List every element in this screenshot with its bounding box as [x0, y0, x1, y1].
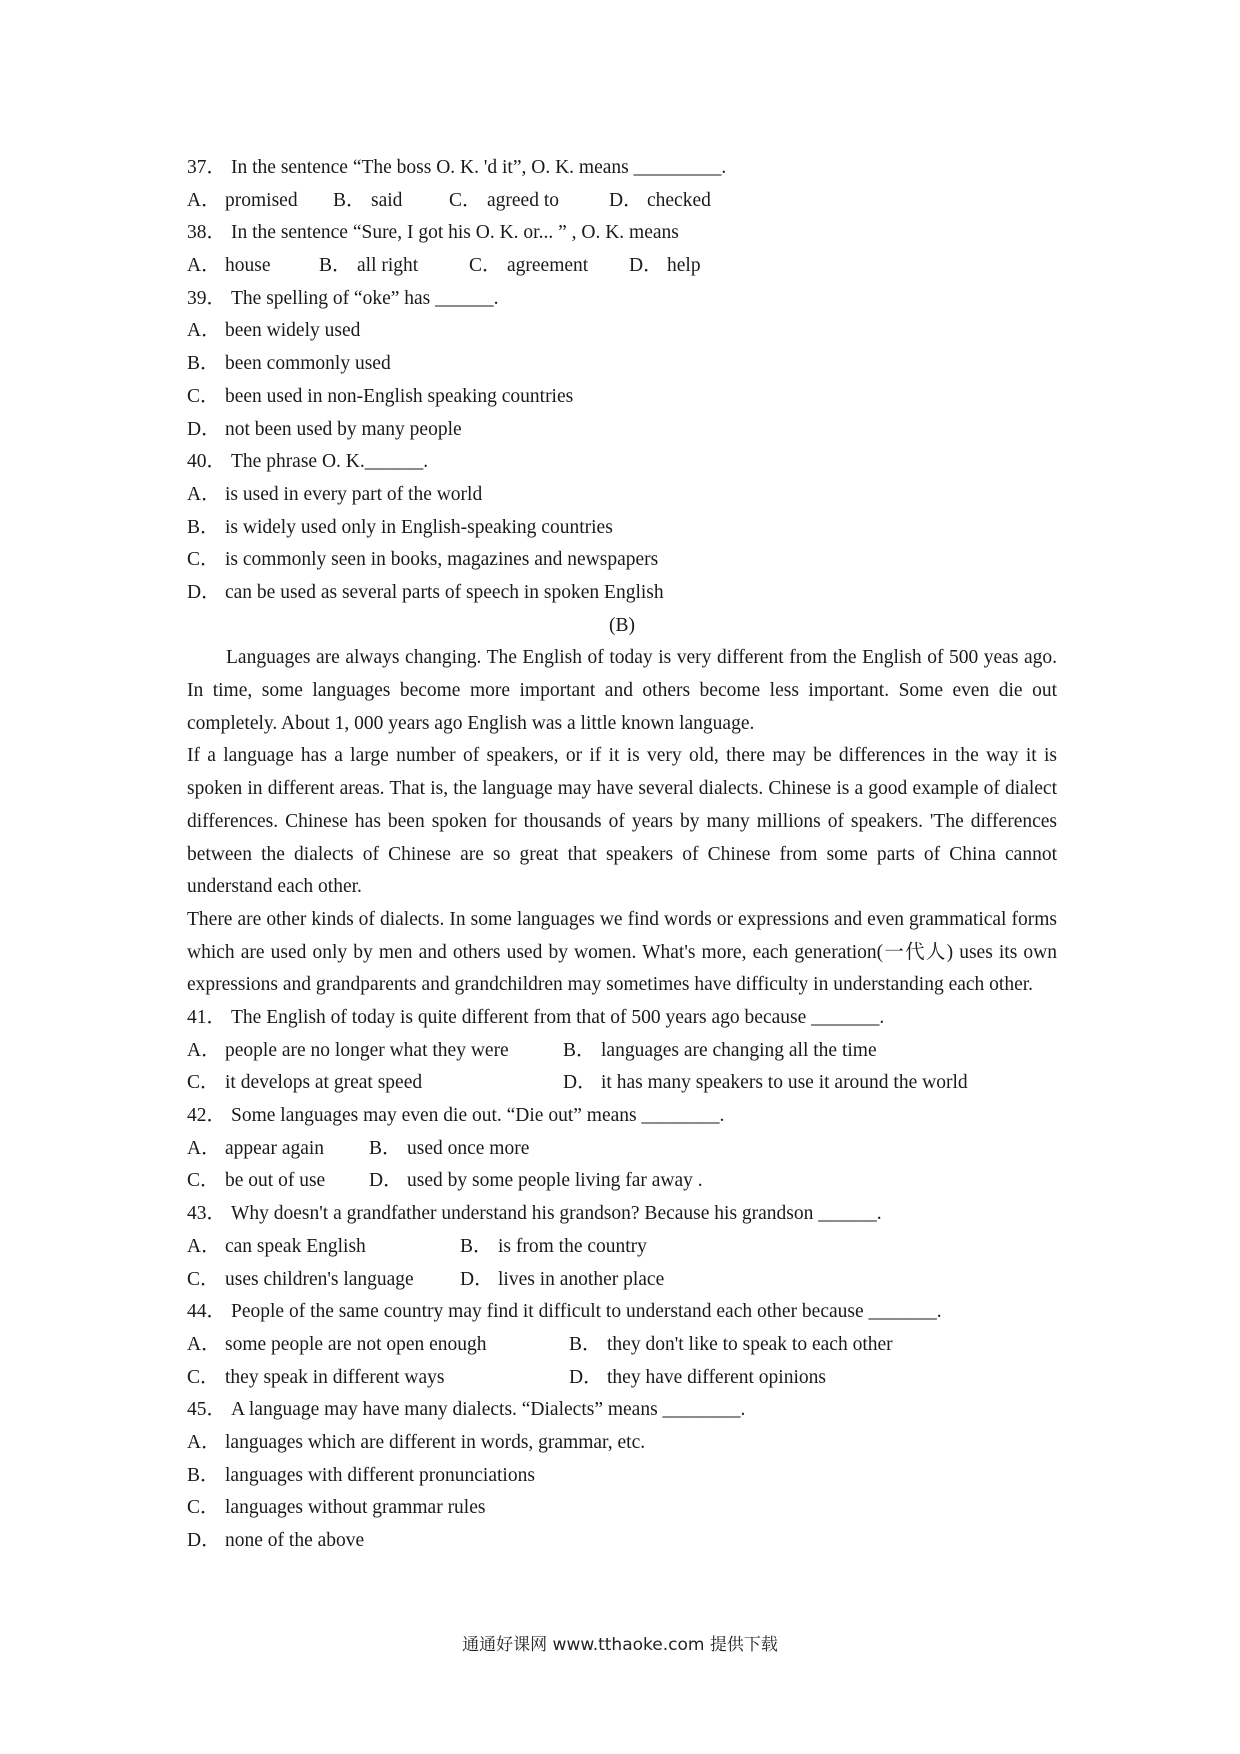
options-43-cd — [187, 1264, 1057, 1297]
options-44-ab — [187, 1329, 1057, 1362]
option-c: C． agreed to — [449, 189, 560, 211]
option-a: A． promised — [187, 189, 298, 211]
option-b: B． used once more — [369, 1137, 530, 1159]
question-text: The phrase O. K.______. — [231, 451, 429, 473]
question-text: The English of today is quite different from that of 500 years ago because _______. — [231, 1007, 885, 1029]
option-c: C． it develops at great speed — [187, 1072, 423, 1094]
option-d: D． none of the above — [187, 1530, 365, 1552]
option-c: C． uses children's language — [187, 1268, 414, 1290]
option-a: A． some people are not open enough — [187, 1333, 487, 1355]
option-d: D． used by some people living far away . — [369, 1170, 703, 1192]
option-b: B． they don't like to speak to each other — [569, 1333, 893, 1355]
options-41-cd — [187, 1067, 1057, 1100]
section-heading: (B) — [609, 614, 635, 636]
option-c: C． be out of use — [187, 1170, 326, 1192]
question-number: 40． — [187, 451, 227, 473]
question-text: Some languages may even die out. “Die out” means ________. — [231, 1105, 725, 1127]
question-text: The spelling of “oke” has ______. — [231, 287, 499, 309]
option-b: B． is widely used only in English-speaking countries — [187, 516, 613, 538]
question-number: 42． — [187, 1105, 227, 1127]
question-number: 38． — [187, 222, 227, 244]
option-b: B． all right — [319, 255, 419, 277]
question-text: People of the same country may find it difficult to understand each other because _______. — [231, 1301, 942, 1323]
option-a: A． been widely used — [187, 320, 361, 342]
option-b: B． is from the country — [460, 1235, 647, 1257]
options-42-ab — [187, 1133, 1057, 1166]
question-text: In the sentence “Sure, I got his O. K. or... ” , O. K. means — [231, 222, 679, 244]
option-b: B． said — [333, 189, 403, 211]
question-number: 41． — [187, 1007, 227, 1029]
passage-paragraph-2: If a language has a large number of speakers, or if it is very old, there may be differences in the way it is spoken in different areas. That is, the language may have several dialects. Chinese is a good example of dialect differences. Chinese has been spoken for thousands of years by many millions of speakers. 'The differences between the dialects of Chinese are so great that speakers of Chinese from some parts of China cannot understand each other. — [187, 745, 1057, 898]
options-42-cd — [187, 1165, 1057, 1198]
options-38 — [187, 250, 1057, 283]
question-38 — [187, 217, 1057, 250]
option-c: C． languages without grammar rules — [187, 1497, 486, 1519]
option-d: D． can be used as several parts of speech in spoken English — [187, 581, 664, 603]
option-c: C． been used in non-English speaking countries — [187, 385, 574, 407]
question-number: 45． — [187, 1399, 227, 1421]
option-a: A． can speak English — [187, 1235, 366, 1257]
question-37 — [187, 152, 1057, 185]
option-a: A． house — [187, 255, 271, 277]
question-45 — [187, 1394, 1057, 1427]
option-d: D． lives in another place — [460, 1268, 665, 1290]
question-text: In the sentence “The boss O. K. 'd it”, O. K. means _________. — [231, 157, 727, 178]
options-43-ab — [187, 1231, 1057, 1264]
option-c: C． is commonly seen in books, magazines and newspapers — [187, 549, 659, 571]
question-43 — [187, 1198, 1057, 1231]
option-a: A． people are no longer what they were — [187, 1039, 509, 1061]
passage-paragraph-1: Languages are always changing. The English of today is very different from the English of 500 yeas ago. In time, some languages become more important and others become less important. Some even die out completely. About 1, 000 years ago English was a little known language. — [187, 647, 1057, 734]
question-40 — [187, 446, 1057, 479]
option-b: B． languages with different pronunciations — [187, 1464, 535, 1486]
options-44-cd — [187, 1362, 1057, 1395]
option-d: D． checked — [609, 189, 711, 211]
options-41-ab — [187, 1035, 1057, 1068]
option-a: A． languages which are different in words, grammar, etc. — [187, 1431, 646, 1453]
option-d: D． they have different opinions — [569, 1366, 826, 1388]
option-a: A． is used in every part of the world — [187, 483, 483, 505]
question-39 — [187, 283, 1057, 316]
exam-page — [187, 152, 1057, 1558]
option-a: A． appear again — [187, 1137, 325, 1159]
option-c: C． agreement — [469, 255, 589, 277]
option-d: D． it has many speakers to use it around the world — [563, 1072, 968, 1094]
option-b: B． languages are changing all the time — [563, 1039, 877, 1061]
options-37 — [187, 185, 1057, 218]
question-42 — [187, 1100, 1057, 1133]
option-d: D． not been used by many people — [187, 418, 462, 440]
question-number: 39． — [187, 287, 227, 309]
question-number: 44． — [187, 1301, 227, 1323]
option-b: B． been commonly used — [187, 353, 391, 375]
page-footer: 通通好课网 www.tthaoke.com 提供下载 — [462, 1635, 778, 1655]
question-text: A language may have many dialects. “Dialects” means ________. — [231, 1399, 746, 1421]
option-c: C． they speak in different ways — [187, 1366, 445, 1388]
option-d: D． help — [629, 255, 701, 277]
question-41 — [187, 1002, 1057, 1035]
question-number: 43． — [187, 1203, 227, 1225]
passage-paragraph-3: There are other kinds of dialects. In some languages we find words or expressions and even grammatical forms which are used only by men and others used by women. What's more, each generation(一代人) uses its own expressions and grandparents and grandchildren may sometimes have difficulty in understanding each other. — [187, 908, 1057, 996]
question-number: 37． — [187, 157, 227, 178]
question-44 — [187, 1296, 1057, 1329]
question-text: Why doesn't a grandfather understand his grandson? Because his grandson ______. — [231, 1203, 882, 1225]
